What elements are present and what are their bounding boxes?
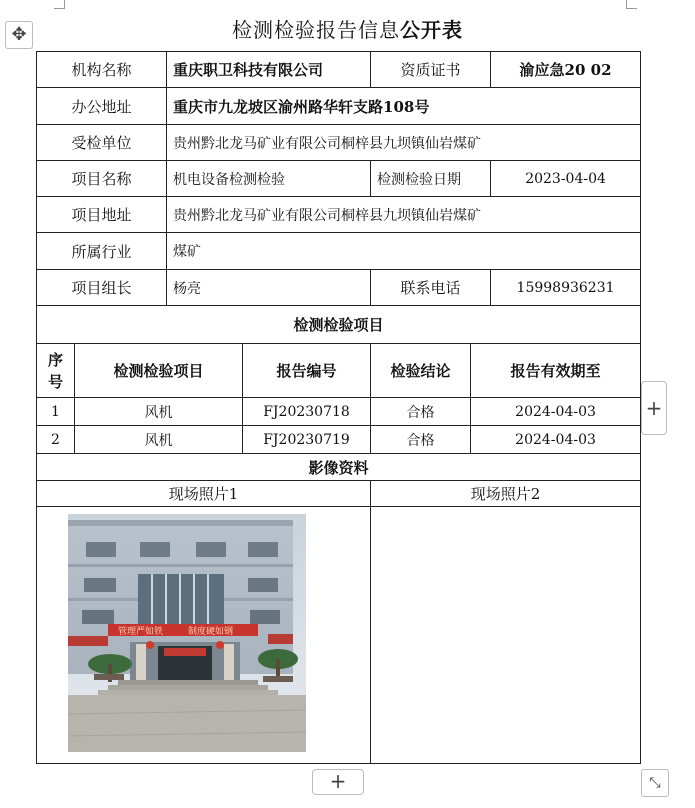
addr-value[interactable]: 重庆市九龙坡区渝州路华轩支路108号 <box>167 88 641 125</box>
row-valid[interactable]: 2024-04-03 <box>471 398 641 426</box>
header-item: 检测检验项目 <box>75 344 243 398</box>
site-photo-building[interactable] <box>68 514 306 752</box>
media-section-title: 影像资料 <box>37 454 641 481</box>
row-no: 1 <box>37 398 75 426</box>
row-report[interactable]: FJ20230718 <box>243 398 371 426</box>
banner-text-right: 制度硬如钢 <box>188 627 234 637</box>
row-report[interactable]: FJ20230719 <box>243 426 371 454</box>
add-row-plus-icon[interactable]: + <box>312 769 364 795</box>
table-resize-icon[interactable]: ⤡ <box>641 769 669 797</box>
cert-label: 资质证书 <box>371 52 491 88</box>
unit-label: 受检单位 <box>37 125 167 161</box>
date-value[interactable]: 2023-04-04 <box>491 161 641 197</box>
org-label: 机构名称 <box>37 52 167 88</box>
leader-label: 项目组长 <box>37 270 167 306</box>
photo2-cell[interactable] <box>371 507 641 764</box>
row-result[interactable]: 合格 <box>371 426 471 454</box>
header-report: 报告编号 <box>243 344 371 398</box>
proj-value[interactable]: 机电设备检测检验 <box>167 161 371 197</box>
table-row <box>37 398 641 426</box>
paddr-label: 项目地址 <box>37 197 167 233</box>
cert-value[interactable]: 渝应急20 02 <box>491 52 641 88</box>
photo2-label: 现场照片2 <box>371 481 641 507</box>
row-item[interactable]: 风机 <box>75 426 243 454</box>
banner-text-left: 管理严如铁 <box>118 627 164 637</box>
row-no: 2 <box>37 426 75 454</box>
phone-value[interactable]: 15998936231 <box>491 270 641 306</box>
header-no <box>37 344 75 398</box>
photo1-label: 现场照片1 <box>37 481 371 507</box>
add-column-plus-icon[interactable]: + <box>641 381 667 435</box>
header-no-1: 序 <box>47 350 63 369</box>
addr-label: 办公地址 <box>37 88 167 125</box>
phone-label: 联系电话 <box>371 270 491 306</box>
corner-mark-right <box>626 0 637 9</box>
industry-label: 所属行业 <box>37 233 167 270</box>
page-title <box>0 14 695 43</box>
row-valid[interactable]: 2024-04-03 <box>471 426 641 454</box>
table-move-handle-icon[interactable]: ✥ <box>5 21 33 49</box>
paddr-value[interactable]: 贵州黔北龙马矿业有限公司桐梓县九坝镇仙岩煤矿 <box>167 197 641 233</box>
title-normal: 检测检验报告信息 <box>232 18 400 42</box>
items-section-title: 检测检验项目 <box>37 306 641 344</box>
row-result[interactable]: 合格 <box>371 398 471 426</box>
report-table <box>36 51 641 764</box>
industry-value[interactable]: 煤矿 <box>167 233 641 270</box>
photo1-cell[interactable] <box>37 507 371 764</box>
table-row <box>37 426 641 454</box>
leader-value[interactable]: 杨亮 <box>167 270 371 306</box>
org-value[interactable]: 重庆职卫科技有限公司 <box>167 52 371 88</box>
row-item[interactable]: 风机 <box>75 398 243 426</box>
header-no-2: 号 <box>47 372 63 391</box>
proj-label: 项目名称 <box>37 161 167 197</box>
title-bold: 公开表 <box>400 18 463 42</box>
header-result: 检验结论 <box>371 344 471 398</box>
date-label: 检测检验日期 <box>371 161 491 197</box>
unit-value[interactable]: 贵州黔北龙马矿业有限公司桐梓县九坝镇仙岩煤矿 <box>167 125 641 161</box>
header-valid: 报告有效期至 <box>471 344 641 398</box>
corner-mark-left <box>54 0 65 9</box>
